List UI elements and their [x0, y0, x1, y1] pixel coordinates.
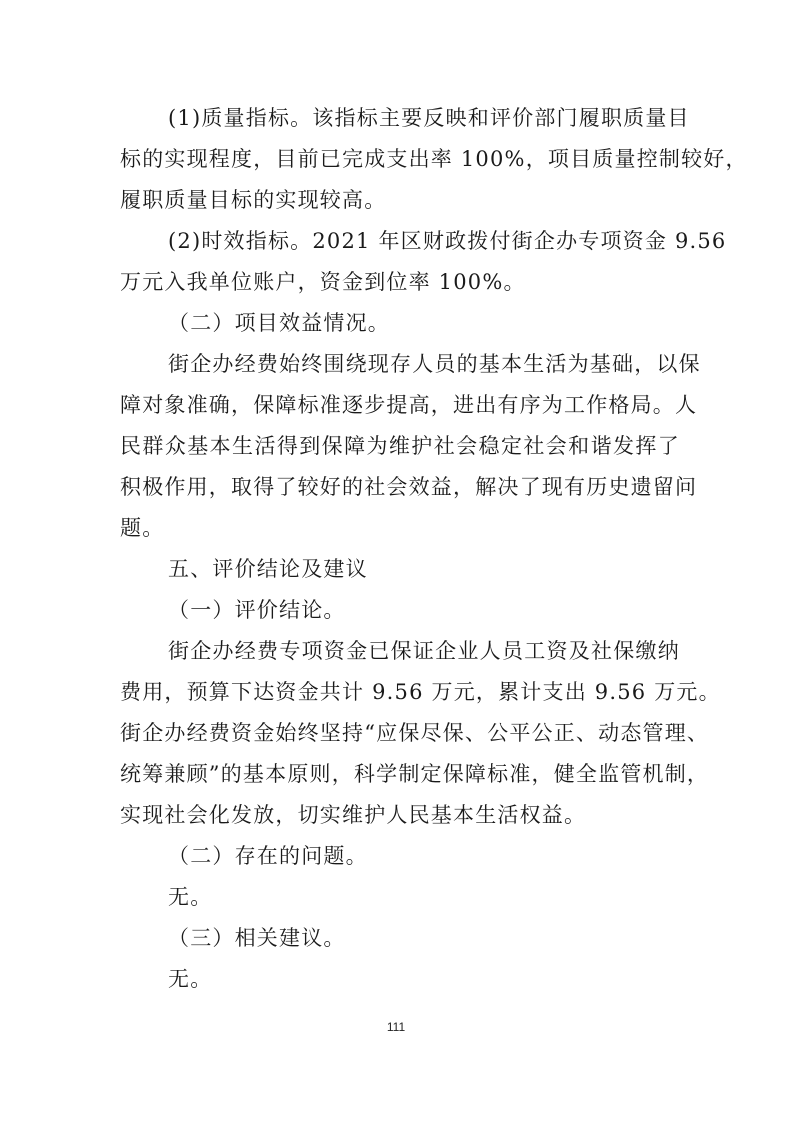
section-heading-conclusions: 五、评价结论及建议 [168, 557, 368, 581]
paragraph-timeliness-indicator-line-2: 万元入我单位账户，资金到位率 100%。 [120, 270, 526, 294]
paragraph-benefits-line-4: 积极作用，取得了较好的社会效益，解决了现有历史遗留问 [120, 475, 698, 499]
text-problems-none: 无。 [168, 885, 213, 909]
paragraph-conclusion-line-1: 街企办经费专项资金已保证企业人员工资及社保缴纳 [168, 639, 680, 663]
paragraph-timeliness-indicator-line-1: (2)时效指标。2021 年区财政拨付街企办专项资金 9.56 [168, 229, 727, 253]
paragraph-quality-indicator-line-3: 履职质量目标的实现较高。 [120, 188, 387, 212]
paragraph-conclusion-line-2: 费用，预算下达资金共计 9.56 万元，累计支出 9.56 万元。 [120, 680, 721, 704]
paragraph-quality-indicator-line-1: (1)质量指标。该指标主要反映和评价部门履职质量目 [168, 106, 690, 130]
paragraph-conclusion-line-5: 实现社会化发放，切实维护人民基本生活权益。 [120, 803, 587, 827]
paragraph-benefits-line-1: 街企办经费始终围绕现存人员的基本生活为基础，以保 [168, 352, 701, 376]
paragraph-benefits-line-5: 题。 [120, 516, 165, 540]
paragraph-benefits-line-2: 障对象准确，保障标准逐步提高，进出有序为工作格局。人 [120, 393, 698, 417]
heading-related-suggestions: （三）相关建议。 [168, 926, 346, 950]
text-suggestions-none: 无。 [168, 967, 213, 991]
heading-evaluation-conclusion: （一）评价结论。 [168, 598, 346, 622]
paragraph-quality-indicator-line-2: 标的实现程度，目前已完成支出率 100%，项目质量控制较好， [120, 147, 748, 171]
paragraph-conclusion-line-4: 统筹兼顾”的基本原则，科学制定保障标准，健全监管机制， [120, 762, 710, 786]
heading-project-benefits: （二）项目效益情况。 [168, 311, 390, 335]
page-number: 111 [386, 1020, 406, 1034]
heading-existing-problems: （二）存在的问题。 [168, 844, 368, 868]
paragraph-conclusion-line-3: 街企办经费资金始终坚持“应保尽保、公平公正、动态管理、 [120, 721, 710, 745]
paragraph-benefits-line-3: 民群众基本生活得到保障为维护社会稳定社会和谐发挥了 [120, 434, 680, 458]
